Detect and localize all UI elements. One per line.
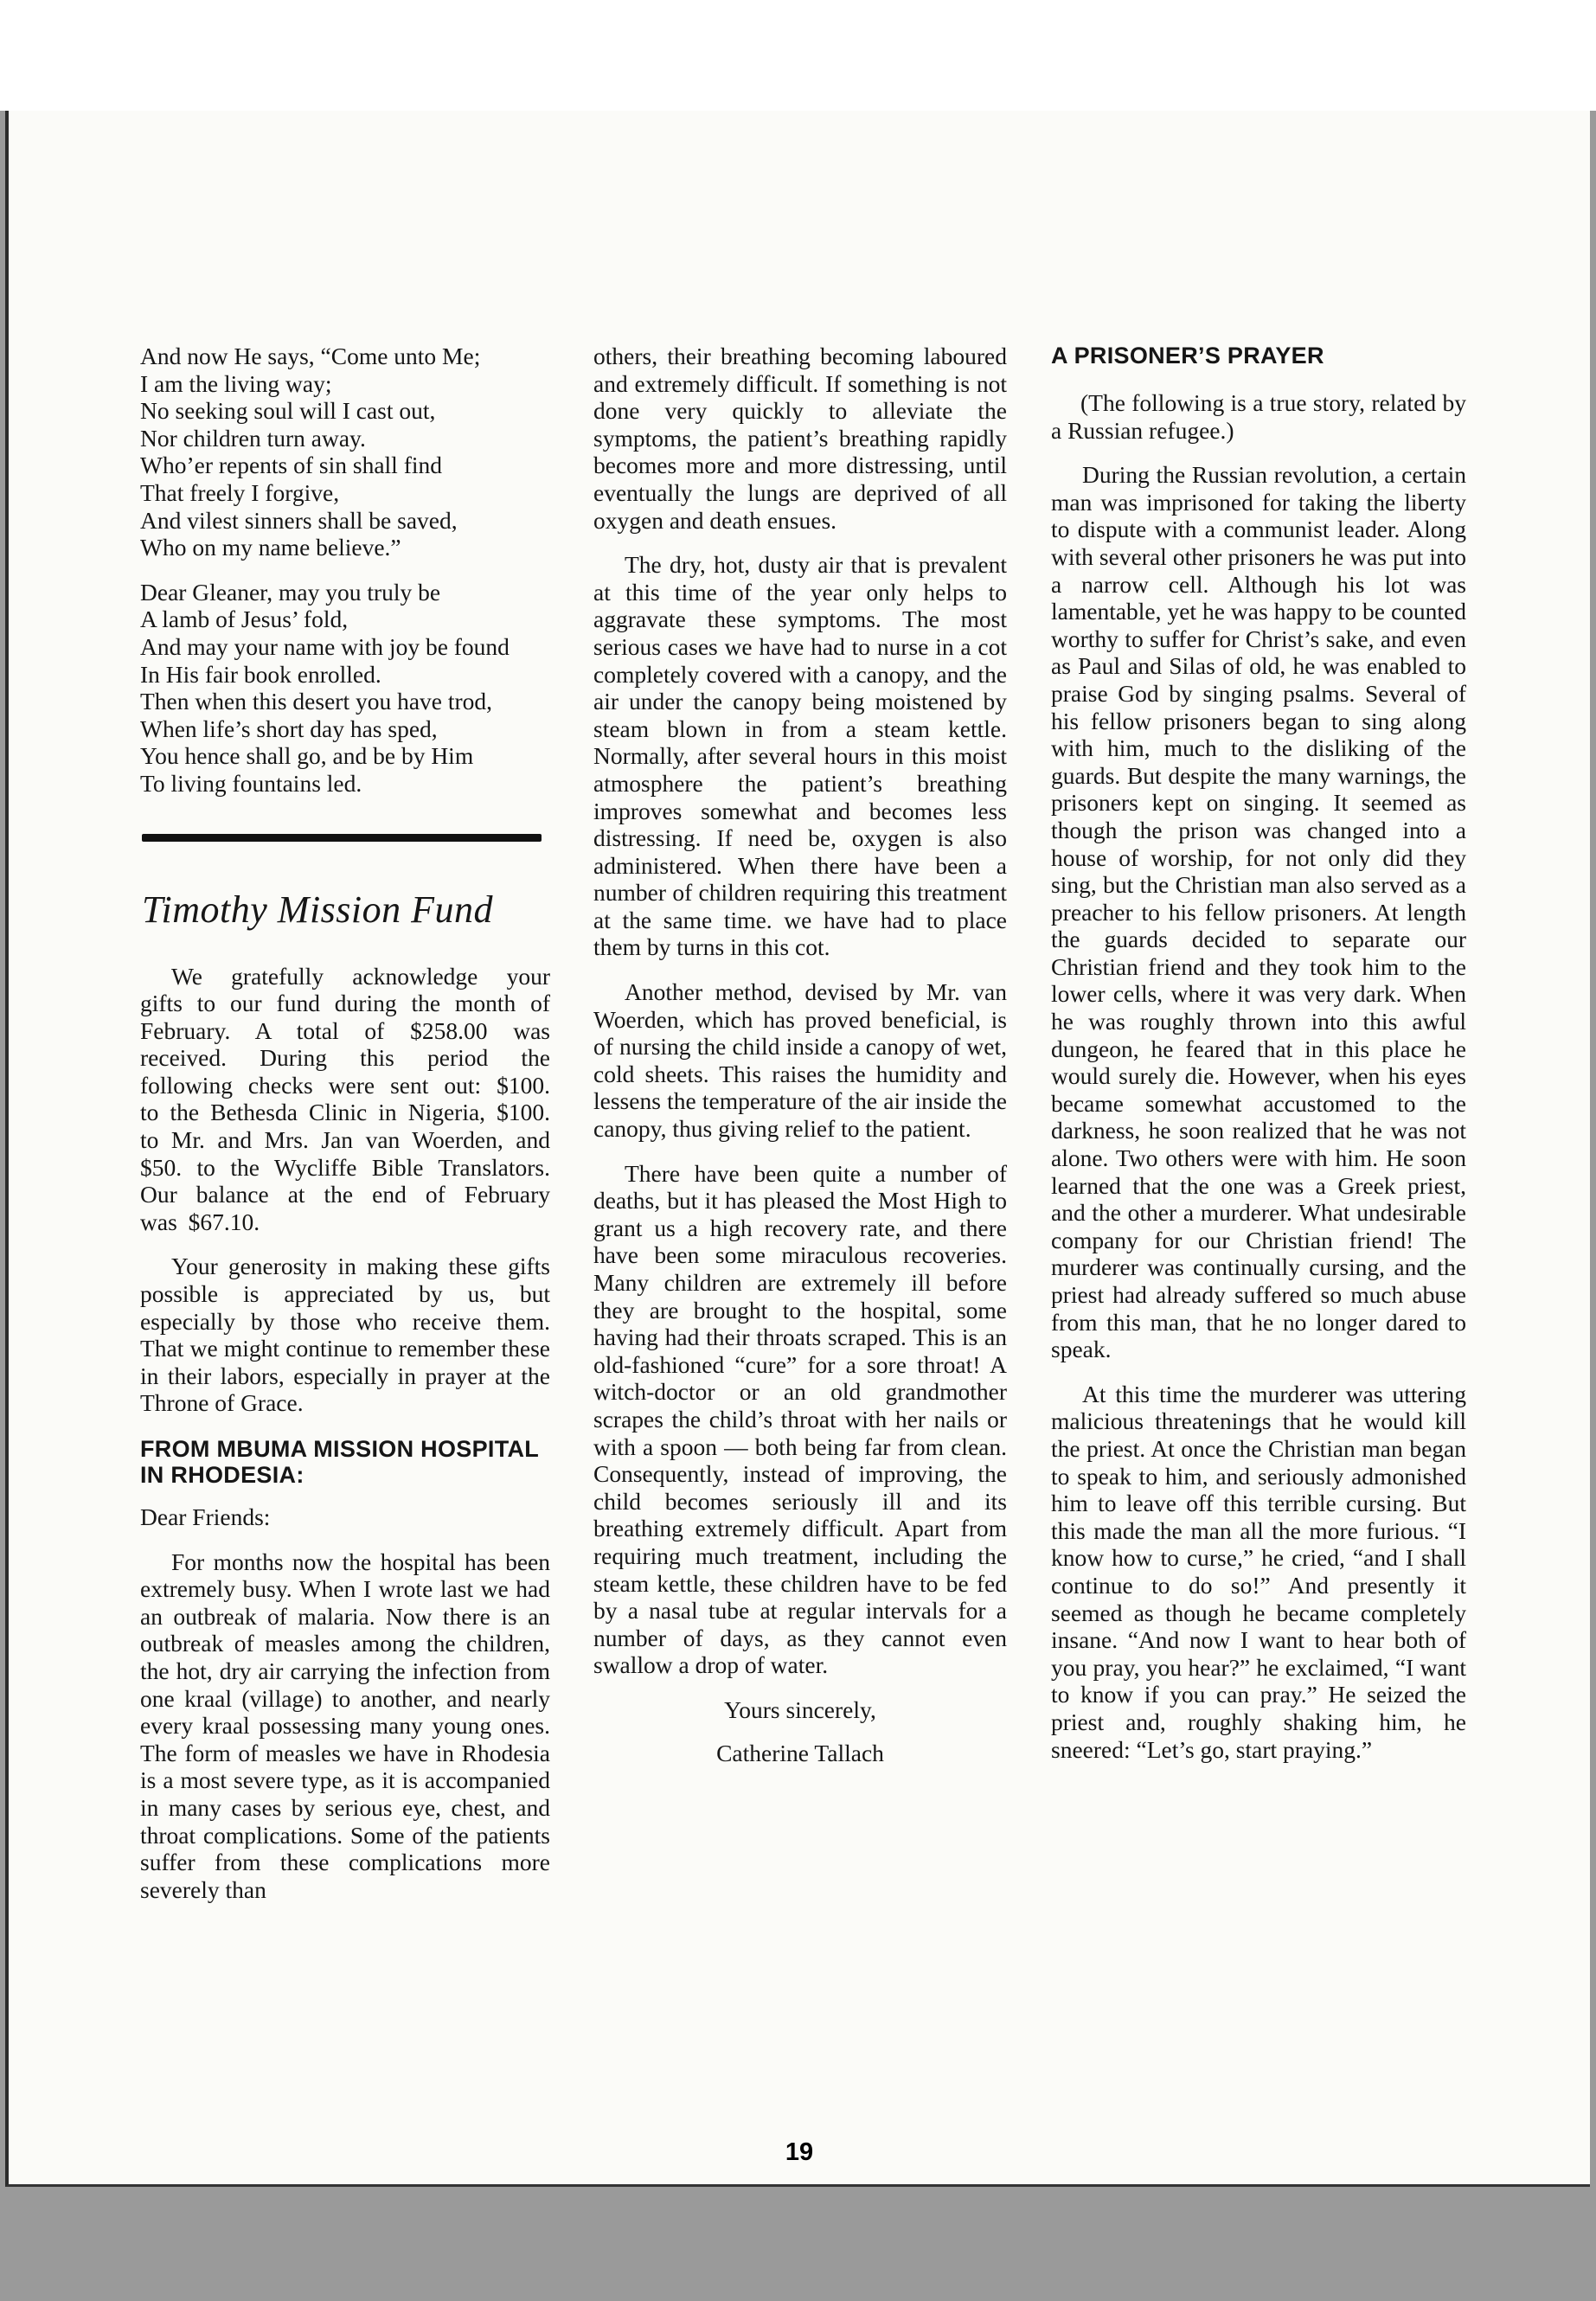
- fund-title: Timothy Mission Fund: [142, 888, 494, 931]
- mbuma-paragraph-5: There have been quite a number of deaths, but it has pleased the Most High to grant us a high recovery rate, and there have been some miraculous recoveries. Many children are extremely ill before they are brought to the hospital, some having had their throats scraped. This is an old-fashioned “cure” for a sore throat! A witch-doctor or an old grandmother scrapes the child’s throat with her nails or with a spoon — both being far from clean. Consequently, instead of improving, the child becomes seriously ill and its breathing extremely difficult. Apart from requiring much treatment, including the steam kettle, these children have to be fed by a nasal tube at regular intervals for a number of days, as they cannot even swallow a drop of water.: [593, 1159, 1007, 1679]
- fund-paragraph-1: We gratefully acknowledge your gifts to our fund during the month of February. A total of $258.00 was received. During this period the following checks were sent out: $100. to the Bethesda Clinic in Nigeria, $100. to Mr. and Mrs. Jan van Woerden, and $50. to the Wycliffe Bible Translators. Our balance at the end of February was $67.10.: [140, 962, 550, 1235]
- poem-line: Who’er repents of sin shall find: [140, 452, 443, 479]
- poem-line: Nor children turn away.: [140, 424, 366, 452]
- column-1: [140, 343, 550, 1903]
- page-top-margin: [0, 0, 1596, 111]
- poem-line: That freely I forgive,: [140, 478, 340, 506]
- poem-line: And now He says, “Come unto Me;: [140, 343, 481, 369]
- poem-line: Who on my name believe.”: [140, 534, 401, 561]
- poem-line: And may your name with joy be found: [140, 632, 510, 660]
- story-paragraph-2: At this time the murderer was uttering malicious threatenings that he would kill the priest. At once the Christian man began to speak to him, and seriously admonished him to leave off this terrible cursing. But this made the man all the more furious. “I know how to curse,” he cried, “and I shall continue to do so!” And presently it seemed as though he became completely insane. “And now I want to hear both of you pray, you hear?” he exclaimed, “I want to know if you can pray.” He seized the priest and, roughly shaking him, he sneered: “Let’s go, start praying.”: [1051, 1380, 1466, 1763]
- letter-signature: Catherine Tallach: [716, 1739, 884, 1766]
- mbuma-paragraph-4: Another method, devised by Mr. van Woerden, which has proved beneficial, is of nursing the child inside a canopy of wet, cold sheets. This raises the humidity and lessens the temperature of the air inside the canopy, thus giving relief to the patient.: [593, 978, 1007, 1143]
- poem-line: Dear Gleaner, may you truly be: [140, 578, 441, 606]
- section-divider: [142, 834, 542, 842]
- poem-line: And vilest sinners shall be saved,: [140, 506, 458, 534]
- poem-line: I am the living way;: [140, 369, 332, 397]
- column-3: [1051, 343, 1466, 1763]
- poem-line: No seeking soul will I cast out,: [140, 397, 436, 425]
- column-2: [593, 343, 1007, 1766]
- prisoner-heading: A PRISONER’S PRAYER: [1051, 343, 1324, 369]
- poem-line: When life’s short day has sped,: [140, 715, 438, 742]
- poem-line: Then when this desert you have trod,: [140, 688, 493, 715]
- poem-line: To living fountains led.: [140, 769, 362, 797]
- mbuma-paragraph-1: For months now the hospital has been extremely busy. When I wrote last we had an outbreak of malaria. Now there is an outbreak of measles among the children, the hot, dry air carrying the infection from one kraal (village) to another, and nearly every kraal possessing many young ones. The form of measles we have in Rhodesia is a most severe type, as it is accompanied in many cases by serious eye, chest, and throat complications. Some of the patients suffer from these complications more severely than: [140, 1548, 550, 1903]
- poem-stanza-2: [140, 579, 550, 798]
- mbuma-heading: FROM MBUMA MISSION HOSPITAL IN RHODESIA:: [140, 1436, 539, 1488]
- fund-paragraph-2: Your generosity in making these gifts possible is appreciated by us, but especially by those who receive them. That we might continue to remember these in their labors, especially in prayer at the Throne of Grace.: [140, 1253, 550, 1417]
- poem-line: A lamb of Jesus’ fold,: [140, 606, 349, 633]
- letter-closing: Yours sincerely,: [724, 1695, 876, 1723]
- mbuma-paragraph-3: The dry, hot, dusty air that is prevalent at this time of the year only helps to aggravate these symptoms. The most serious cases we have had to nurse in a cot completely covered with a canopy, and the air under the canopy being moistened by steam blown in from a steam kettle. Normally, after several hours in this moist atmosphere the patient’s breathing improves somewhat and becomes less distressing. If need be, oxygen is also administered. When there have been a number of children requiring this treatment at the same time. we have had to place them by turns in this cot.: [593, 551, 1007, 961]
- salutation: Dear Friends:: [140, 1503, 271, 1530]
- page: [5, 111, 1590, 2187]
- mbuma-paragraph-2: others, their breathing becoming laboured and extremely difficult. If something is not done very quickly to alleviate the symptoms, the patient’s breathing rapidly becomes more and more distressing, until eventually the lungs are deprived of all oxygen and death ensues.: [593, 343, 1007, 534]
- poem-line: In His fair book enrolled.: [140, 660, 381, 688]
- story-intro: (The following is a true story, related by a Russian refugee.): [1051, 389, 1466, 444]
- poem-stanza-1: [140, 343, 550, 561]
- story-paragraph-1: During the Russian revolution, a certain man was imprisoned for taking the liberty to dispute with a communist leader. Along with several other prisoners he was put into a narrow cell. Although his lot was lamentable, yet he was happy to be counted worthy to suffer for Christ’s sake, and even as Paul and Silas of old, he was enabled to praise God by singing psalms. Several of his fellow prisoners began to sing along with him, much to the disliking of the guards. But despite the many warnings, the prisoners kept on singing. It seemed as though the prison was changed into a house of worship, for not only did they sing, but the Christian man also served as a preacher to his fellow prisoners. At length the guards decided to separate our Christian friend and they took him to the lower cells, where it was very dark. When he was roughly thrown into this awful dungeon, he feared that in this place he would surely die. However, when his eyes became somewhat accustomed to the darkness, he soon realized that he was not alone. Two others were with him. He soon learned that the one was a Greek priest, and the other a murderer. What undesirable company for our Christian friend! The murderer was continually cursing, and the priest had already suffered so much abuse from this man, that he no longer dared to speak.: [1051, 461, 1466, 1363]
- poem-line: You hence shall go, and be by Him: [140, 742, 474, 770]
- page-number: 19: [785, 2138, 814, 2166]
